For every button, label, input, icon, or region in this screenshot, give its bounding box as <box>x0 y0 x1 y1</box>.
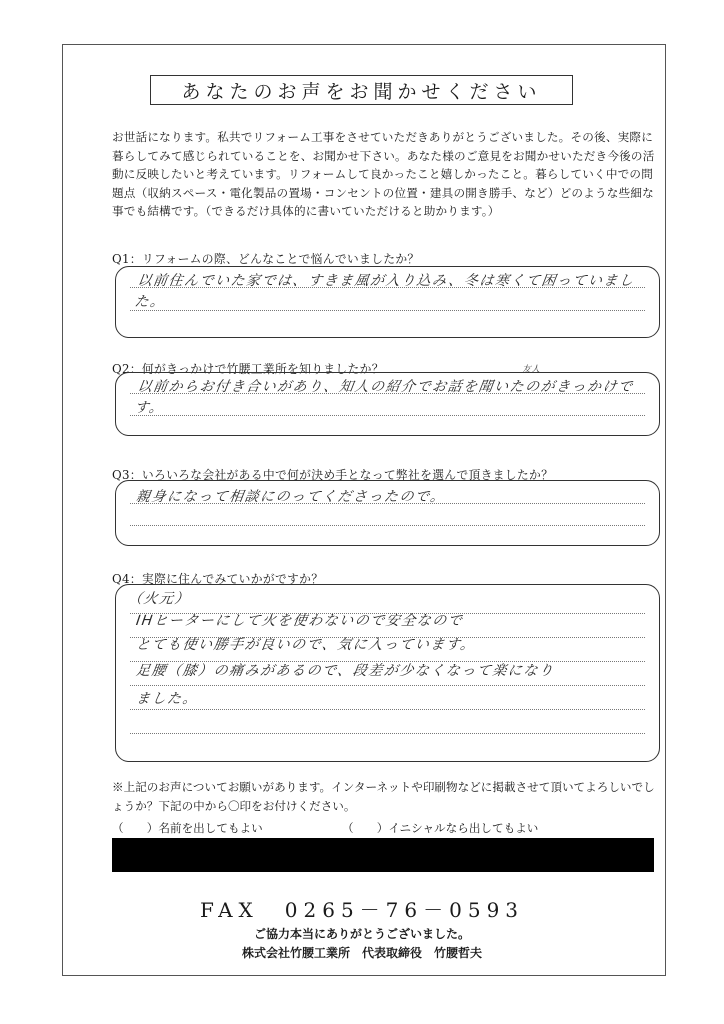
consent-option-initial[interactable]: （ ）イニシャルなら出してもよい <box>342 821 539 835</box>
answer-line <box>130 733 645 734</box>
redacted-name-block <box>112 838 654 872</box>
intro-text: お世話になります。私共でリフォーム工事をさせていただきありがとうございました。その後、実際に暮らしてみて感じられていることを、お聞かせ下さい。あなた様のご意見をお聞かせいただき今後の活動に反映したいと考えています。リフォームして良かったこと嬉しかったこと。暮らしていく中での問題点（収納スペース・電化製品の置場・コンセントの位置・建具の開き勝手、など）どのような些細な事でも結構です。（できるだけ具体的に書いていただけると助かります。） <box>112 130 655 219</box>
answer-4-line-2: とても使い勝手が良いので、気に入っています。 <box>134 637 477 653</box>
question-3-label: Q3：いろいろな会社がある中で何が決め手となって弊社を選んで頂きましたか？ <box>112 468 554 482</box>
answer-box-4 <box>115 584 660 762</box>
answer-4-line-4: ました。 <box>134 691 200 707</box>
question-4-label: Q4：実際に住んでみていかがですか？ <box>112 572 324 586</box>
form-title <box>150 75 573 105</box>
answer-2-note: 友人 <box>522 365 541 375</box>
answer-4-line-3: 足腰（膝）の痛みがあるので、段差が少なくなって楽になり <box>134 663 556 679</box>
answer-4-line-1: IHヒーターにして火を使わないので安全なので <box>134 613 465 629</box>
answer-box-1 <box>115 266 660 338</box>
form-title-text: あなたのお声をお聞かせください <box>181 80 542 103</box>
consent-request: ※上記のお声についてお願いがあります。インターネットや印刷物などに掲載させて頂いてよろしいでしょうか？下記の中から〇印をお付けください。 <box>112 780 655 813</box>
thanks-message: ご協力本当にありがとうございました。 <box>253 927 470 941</box>
answer-line <box>130 525 645 526</box>
answer-2-text: 以前からお付き合いがあり、知人の紹介でお話を聞いたのがきっかけです。 <box>133 379 635 416</box>
answer-4-tag: （火元） <box>126 591 192 607</box>
fax-number: FAX 0265－76－0593 <box>199 898 525 922</box>
answer-box-2 <box>115 372 660 436</box>
consent-option-name[interactable]: （ ）名前を出してもよい <box>112 821 263 835</box>
answer-box-3 <box>115 480 660 546</box>
answer-1-text: 以前住んでいた家では、すきま風が入り込み、冬は寒くて困っていました。 <box>133 273 636 310</box>
company-signature: 株式会社竹腰工業所 代表取締役 竹腰哲夫 <box>241 946 482 960</box>
answer-line <box>130 685 645 686</box>
answer-3-text: 親身になって相談にのってくださったので。 <box>134 489 447 505</box>
question-1-label: Q1：リフォームの際、どんなことで悩んでいましたか？ <box>112 252 420 266</box>
question-2-label: Q2：何がきっかけで竹腰工業所を知りましたか？ <box>112 362 384 376</box>
